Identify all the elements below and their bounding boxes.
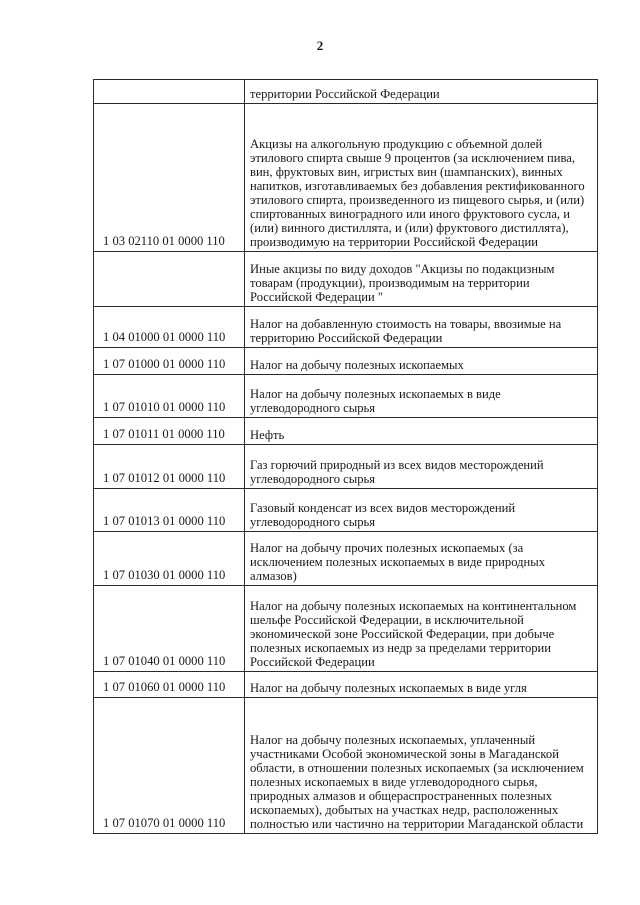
- revenue-description-cell: Налог на добычу полезных ископаемых, уплаченный участниками Особой экономической зоны в Магаданской области, в отношении полезных ископаемых (за исключением полезных ископаемых в виде углеводородного сырья, природных алмазов и общераспространенных полезных ископаемых), добытых на участках недр, расположенных полностью или частично на территории Магаданской области: [245, 698, 598, 834]
- revenue-code-cell: [94, 80, 245, 104]
- table-row: [94, 418, 598, 445]
- revenue-description-cell: Газовый конденсат из всех видов месторождений углеводородного сырья: [245, 489, 598, 532]
- revenue-description-cell: Налог на добычу полезных ископаемых: [245, 348, 598, 375]
- revenue-code-cell: 1 03 02110 01 0000 110: [94, 104, 245, 252]
- table-row: [94, 586, 598, 672]
- revenue-code-cell: 1 07 01012 01 0000 110: [94, 445, 245, 489]
- revenue-description-cell: Акцизы на алкогольную продукцию с объемной долей этилового спирта свыше 9 процентов (за исключением пива, вин, фруктовых вин, игристых вин (шампанских), винных напитков, изготавливаемых без добавления ректификованного этилового спирта, произведенного из пищевого сырья, и (или) спиртованных виноградного или иного фруктового сусла, и (или) винного дистиллята, и (или) фруктового дистиллята), производимую на территории Российской Федерации: [245, 104, 598, 252]
- revenue-description-cell: Налог на добычу полезных ископаемых на континентальном шельфе Российской Федерации, в исключительной экономической зоне Российской Федерации, при добыче полезных ископаемых из недр за пределами территории Российской Федерации: [245, 586, 598, 672]
- revenue-code-cell: [94, 252, 245, 307]
- revenue-code-cell: 1 07 01070 01 0000 110: [94, 698, 245, 834]
- table-row: [94, 348, 598, 375]
- table-row: [94, 252, 598, 307]
- revenue-description-cell: Налог на добавленную стоимость на товары, ввозимые на территорию Российской Федерации: [245, 307, 598, 348]
- revenue-code-cell: 1 07 01013 01 0000 110: [94, 489, 245, 532]
- revenue-code-cell: 1 07 01030 01 0000 110: [94, 532, 245, 586]
- table-row: [94, 307, 598, 348]
- page-number: 2: [316, 38, 324, 53]
- table-row: [94, 489, 598, 532]
- budget-classification-table: [93, 79, 598, 834]
- table-row: [94, 672, 598, 698]
- table-row: [94, 375, 598, 418]
- revenue-description-cell: Налог на добычу прочих полезных ископаемых (за исключением полезных ископаемых в виде природных алмазов): [245, 532, 598, 586]
- table-row: [94, 445, 598, 489]
- revenue-code-cell: 1 07 01010 01 0000 110: [94, 375, 245, 418]
- revenue-description-cell: Нефть: [245, 418, 598, 445]
- table-row: [94, 104, 598, 252]
- revenue-description-cell: Налог на добычу полезных ископаемых в виде углеводородного сырья: [245, 375, 598, 418]
- revenue-code-cell: 1 04 01000 01 0000 110: [94, 307, 245, 348]
- revenue-description-cell: Налог на добычу полезных ископаемых в виде угля: [245, 672, 598, 698]
- revenue-code-cell: 1 07 01000 01 0000 110: [94, 348, 245, 375]
- revenue-description-cell: Газ горючий природный из всех видов месторождений углеводородного сырья: [245, 445, 598, 489]
- revenue-code-cell: 1 07 01040 01 0000 110: [94, 586, 245, 672]
- table-row: [94, 80, 598, 104]
- revenue-code-cell: 1 07 01011 01 0000 110: [94, 418, 245, 445]
- revenue-description-cell: территории Российской Федерации: [245, 80, 598, 104]
- revenue-code-cell: 1 07 01060 01 0000 110: [94, 672, 245, 698]
- revenue-description-cell: Иные акцизы по виду доходов "Акцизы по подакцизным товарам (продукции), производимым на территории Российской Федерации ": [245, 252, 598, 307]
- table-row: [94, 698, 598, 834]
- table-row: [94, 532, 598, 586]
